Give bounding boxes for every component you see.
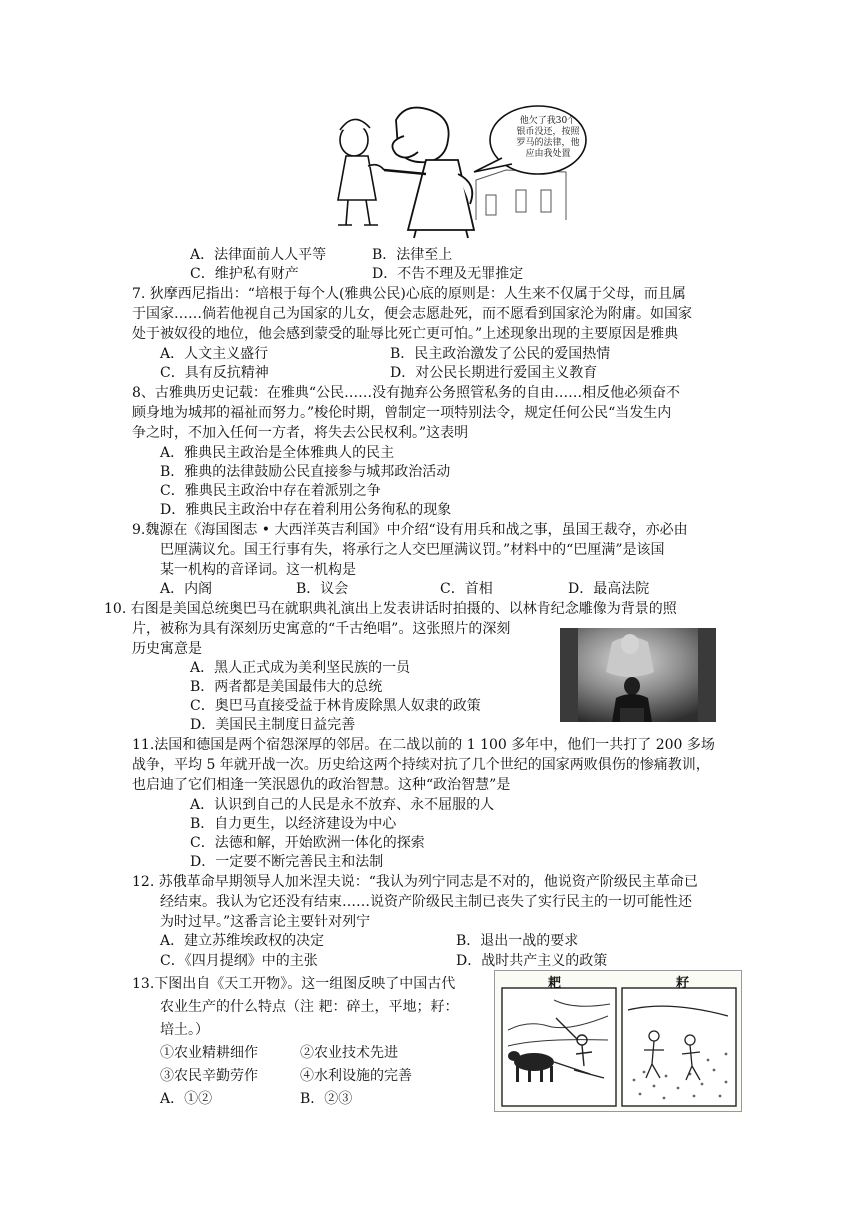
- q7-stem-line-3: 处于被奴役的地位，他会感到蒙受的耻辱比死亡更可怕。”上述现象出现的主要原因是雅典: [132, 326, 679, 342]
- q10-stem-line-2: 片，被称为具有深刻历史寓意的“千古绝唱”。这张照片的深刻: [132, 621, 511, 637]
- q10-option-d: D．美国民主制度日益完善: [190, 717, 356, 733]
- q11-stem-line-3: 也启迪了它们相逢一笑泯恩仇的政治智慧。这种“政治智慧”是: [132, 777, 511, 793]
- q11-stem-line-2: 战争，平均 5 年就开战一次。历史给这两个持续对抗了几个世纪的国家两败俱伤的惨痛教训，: [132, 757, 710, 773]
- q12-option-a: A．建立苏维埃政权的决定: [160, 933, 325, 949]
- q13-stem-line-1: 13.下图出自《天工开物》。这一组图反映了中国古代: [132, 976, 456, 992]
- q10-stem-line-1: 10. 右图是美国总统奥巴马在就职典礼演出上发表讲话时拍摄的、以林肯纪念雕像为背景的照: [104, 601, 677, 617]
- q11-option-c: C．法德和解，开始欧洲一体化的探索: [190, 835, 425, 851]
- q12-stem-line-1: 12. 苏俄革命早期领导人加米涅夫说：“我认为列宁同志是不对的，他说资产阶级民主革命已: [132, 874, 698, 890]
- q9-option-d: D．最高法院: [568, 581, 650, 597]
- q9-stem-line-2: 巴厘满议允。国王行事有失，将承行之人交巴厘满议罚。”材料中的“巴厘满”是该国: [160, 542, 665, 558]
- q6-option-b: B．法律至上: [372, 247, 453, 263]
- q10-option-a: A．黑人正式成为美利坚民族的一员: [190, 660, 411, 676]
- q7-stem-line-1: 7. 狄摩西尼指出：“培根于每个人(雅典公民)心底的原则是：人生来不仅属于父母，而且属: [132, 286, 686, 302]
- q10-option-b: B．两者都是美国最伟大的总统: [190, 679, 383, 695]
- q8-option-d: D．雅典民主政治中存在着利用公务徇私的现象: [160, 502, 452, 518]
- q13-panel-label-left: 耙: [548, 976, 562, 991]
- q7-stem-line-2: 于国家……倘若他视自己为国家的儿女，便会志愿赴死，而不愿看到国家沦为附庸。如国家: [132, 306, 692, 322]
- q6-option-c: C．维护私有财产: [190, 266, 299, 282]
- q11-stem-line-1: 11.法国和德国是两个宿怨深厚的邻居。在二战以前的 1 100 多年中，他们一共打了 200 多场: [132, 737, 715, 753]
- q13-panel-label-right: 耔: [676, 976, 690, 991]
- q13-option-a: A．①②: [160, 1091, 213, 1107]
- q8-stem-line-1: 8、古雅典历史记载：在雅典“公民……没有抛弃公务照管私务的自由……相反他必须奋不: [132, 385, 681, 401]
- q11-option-a: A．认识到自己的人民是永不放弃、永不屈服的人: [190, 797, 495, 813]
- q12-stem-line-3: 为时过早。”这番言论主要针对列宁: [160, 914, 371, 930]
- q11-option-d: D．一定要不断完善民主和法制: [190, 854, 384, 870]
- q13-statement-2: ②农业技术先进: [300, 1045, 398, 1061]
- q7-option-b: B．民主政治激发了公民的爱国热情: [390, 346, 611, 362]
- q13-option-b: B．②③: [300, 1091, 353, 1107]
- q8-stem-line-3: 争之时，不加入任何一方者，将失去公民权利。”这表明: [132, 425, 469, 441]
- q9-option-c: C．首相: [440, 581, 493, 597]
- q10-option-c: C．奥巴马直接受益于林肯废除黑人奴隶的政策: [190, 698, 481, 714]
- q12-option-b: B．退出一战的要求: [456, 933, 579, 949]
- q9-option-b: B．议会: [296, 581, 349, 597]
- q10-stem-line-3: 历史寓意是: [132, 641, 202, 657]
- q9-option-a: A．内阁: [160, 581, 213, 597]
- q7-option-a: A．人文主义盛行: [160, 346, 269, 362]
- q7-option-d: D．对公民长期进行爱国主义教育: [390, 365, 598, 381]
- q13-stem-line-2: 农业生产的什么特点（注 耙：碎土，平地；耔：: [160, 999, 459, 1015]
- q13-statement-4: ④水利设施的完善: [300, 1068, 412, 1084]
- tiangong-kaiwu-figure: [494, 970, 742, 1112]
- q13-statement-1: ①农业精耕细作: [160, 1045, 258, 1061]
- q12-option-c: C．《四月提纲》中的主张: [160, 953, 318, 969]
- q13-stem-line-3: 培土。）: [160, 1022, 209, 1038]
- q8-option-c: C．雅典民主政治中存在着派别之争: [160, 483, 381, 499]
- q8-option-b: B．雅典的法律鼓励公民直接参与城邦政治活动: [160, 464, 451, 480]
- q9-stem-line-3: 某一机构的音译词。这一机构是: [160, 562, 356, 578]
- q6-option-d: D．不告不理及无罪推定: [372, 266, 524, 282]
- q8-option-a: A．雅典民主政治是全体雅典人的民主: [160, 445, 395, 461]
- q13-statement-3: ③农民辛勤劳作: [160, 1068, 258, 1084]
- q7-option-c: C．具有反抗精神: [160, 365, 269, 381]
- q12-option-d: D．战时共产主义的政策: [456, 953, 608, 969]
- q12-stem-line-2: 经结束。我认为它还没有结束……说资产阶级民主制已丧失了实行民主的一切可能性还: [160, 894, 692, 910]
- obama-lincoln-photo: [560, 628, 716, 722]
- q8-stem-line-2: 顾身地为城邦的福祉而努力。”梭伦时期，曾制定一项特别法令，规定任何公民“当发生内: [132, 405, 672, 421]
- q6-option-a: A．法律面前人人平等: [190, 247, 327, 263]
- q11-option-b: B．自力更生，以经济建设为中心: [190, 816, 397, 832]
- q9-stem-line-1: 9.魏源在《海国图志 • 大西洋英吉利国》中介绍“设有用兵和战之事，虽国王裁夺，亦必由: [132, 522, 688, 538]
- cartoon-speech-text: 他欠了我30个 银币没还，按照 罗马的法律，他 应由我处置: [516, 116, 580, 159]
